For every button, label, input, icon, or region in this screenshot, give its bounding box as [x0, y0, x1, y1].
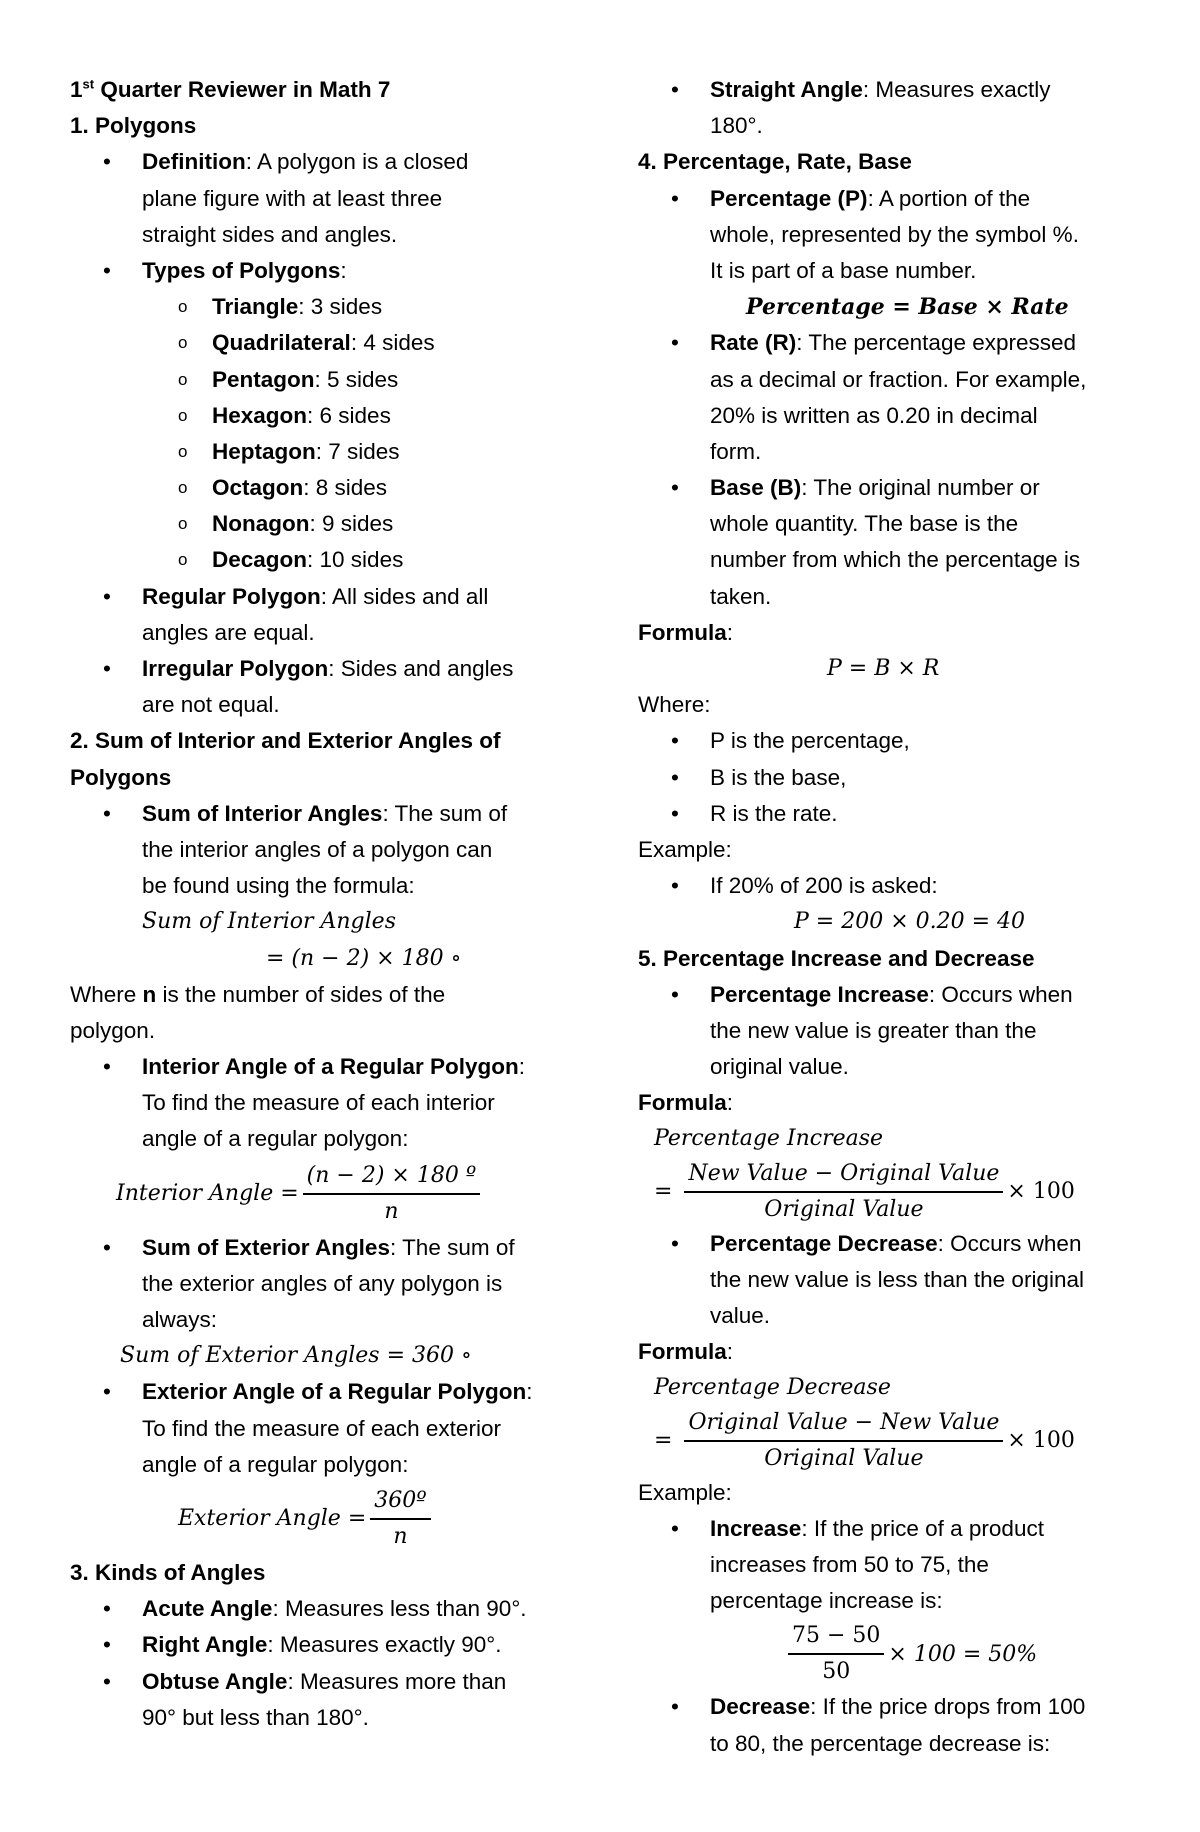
interior-angle-regular-text: To find the measure of each interior [142, 1090, 495, 1116]
base-item: • Base (B): The original number or [638, 470, 1143, 506]
base-text: taken. [710, 583, 772, 609]
example-item: • If 20% of 200 is asked: [638, 868, 1143, 904]
definition-item: • Definition: A polygon is a closed [70, 144, 575, 180]
right-angle-item: • Right Angle: Measures exactly 90°. [70, 1627, 575, 1663]
acute-angle-item: • Acute Angle: Measures less than 90°. [70, 1591, 575, 1627]
section-1-heading: 1. Polygons [70, 113, 197, 139]
percentage-formula: Percentage = Base × Rate [746, 294, 1069, 321]
percentage-text: whole, represented by the symbol %. [710, 221, 1079, 247]
formula-label: Formula: [638, 1090, 734, 1116]
document-title: 1st Quarter Reviewer in Math 7 [70, 76, 391, 102]
polygon-type-item: o Pentagon: 5 sides [70, 362, 575, 398]
percentage-decrease-text: the new value is less than the original [710, 1266, 1084, 1292]
base-text: number from which the percentage is [710, 547, 1081, 573]
rate-text: form. [710, 438, 762, 464]
section-2-heading: 2. Sum of Interior and Exterior Angles of [70, 728, 501, 754]
example-formula: P = 200 × 0.20 = 40 [794, 909, 1026, 935]
example-label: Example: [638, 836, 732, 862]
formula-label: Formula: [638, 619, 734, 645]
polygon-type-item: o Hexagon: 6 sides [70, 398, 575, 434]
sum-exterior-formula: Sum of Exterior Angles = 360 ∘ [120, 1343, 472, 1369]
percentage-increase-text: original value. [710, 1054, 849, 1080]
section-5-heading: 5. Percentage Increase and Decrease [638, 945, 1035, 971]
where-item: • R is the rate. [638, 796, 1143, 832]
right-column [638, 72, 1143, 1762]
section-3-heading: 3. Kinds of Angles [70, 1559, 266, 1585]
decrease-formula-fraction: = $\frac{\text{Original Value − New Value}}{\text{Original Value}}$ × 100 [638, 1407, 1143, 1475]
where-label: Where: [638, 692, 711, 718]
decrease-formula-line1: Percentage Decrease [654, 1375, 891, 1401]
where-item: • B is the base, [638, 760, 1143, 796]
types-of-polygons-item: • Types of Polygons: [70, 253, 575, 289]
sum-exterior-angles-item: • Sum of Exterior Angles: The sum of [70, 1230, 575, 1266]
interior-angle-regular-item: • Interior Angle of a Regular Polygon: [70, 1049, 575, 1085]
definition-text: plane figure with at least three [142, 185, 443, 211]
where-n-text: Where n is the number of sides of the [70, 981, 446, 1007]
percentage-text: It is part of a base number. [710, 257, 977, 283]
rate-text: as a decimal or fraction. For example, [710, 366, 1087, 392]
where-item: • P is the percentage, [638, 723, 1143, 759]
regular-polygon-text: angles are equal. [142, 619, 315, 645]
sum-exterior-angles-text: the exterior angles of any polygon is [142, 1270, 503, 1296]
polygon-type-item: o Decagon: 10 sides [70, 542, 575, 578]
section-2-heading-cont: Polygons [70, 764, 172, 790]
pbr-formula: P = B × R [827, 656, 940, 681]
exterior-angle-regular-item: • Exterior Angle of a Regular Polygon: [70, 1374, 575, 1410]
polygon-type-item: o Quadrilateral: 4 sides [70, 325, 575, 361]
definition-text: straight sides and angles. [142, 221, 398, 247]
example-decrease-text: to 80, the percentage decrease is: [710, 1730, 1051, 1756]
section-4-heading: 4. Percentage, Rate, Base [638, 149, 912, 175]
left-column [70, 72, 575, 1736]
irregular-polygon-item: • Irregular Polygon: Sides and angles [70, 651, 575, 687]
percentage-decrease-text: value. [710, 1303, 771, 1328]
percentage-decrease-item: • Percentage Decrease: Occurs when [638, 1226, 1143, 1262]
rate-item: • Rate (R): The percentage expressed [638, 325, 1143, 361]
obtuse-angle-item: • Obtuse Angle: Measures more than [70, 1664, 575, 1700]
rate-text: 20% is written as 0.20 in decimal [710, 402, 1038, 428]
interior-angle-regular-text: angle of a regular polygon: [142, 1126, 409, 1152]
example-increase-item: • Increase: If the price of a product [638, 1511, 1143, 1547]
regular-polygon-item: • Regular Polygon: All sides and all [70, 579, 575, 615]
percentage-increase-item: • Percentage Increase: Occurs when [638, 977, 1143, 1013]
base-text: whole quantity. The base is the [710, 511, 1019, 537]
polygon-type-item: o Heptagon: 7 sides [70, 434, 575, 470]
interior-angle-formula: Interior Angle = $\frac{\text{(n − 2) × 180 º}}{n}$ [70, 1158, 575, 1230]
sum-exterior-angles-text: always: [142, 1307, 218, 1332]
exterior-angle-regular-text: angle of a regular polygon: [142, 1451, 409, 1477]
sum-interior-angles-text: be found using the formula: [142, 873, 415, 899]
increase-formula-line1: Percentage Increase [654, 1126, 884, 1152]
straight-angle-item: • Straight Angle: Measures exactly [638, 72, 1143, 108]
percentage-increase-text: the new value is greater than the [710, 1017, 1037, 1043]
straight-angle-text: 180°. [710, 113, 763, 139]
irregular-polygon-text: are not equal. [142, 692, 280, 718]
polygon-type-item: o Triangle: 3 sides [70, 289, 575, 325]
exterior-angle-formula: Exterior Angle = $\frac{\text{360º}}{n}$ [70, 1483, 575, 1555]
sum-interior-formula-line2: = (n − 2) × 180 ∘ [266, 945, 462, 971]
example-decrease-item: • Decrease: If the price drops from 100 [638, 1689, 1143, 1725]
example-increase-text: percentage increase is: [710, 1588, 943, 1614]
sum-interior-angles-text: the interior angles of a polygon can [142, 836, 493, 862]
sum-interior-angles-item: • Sum of Interior Angles: The sum of [70, 796, 575, 832]
increase-formula-fraction: = $\frac{\text{New Value − Original Value}}{\text{Original Value}}$ × 100 [638, 1158, 1143, 1226]
where-n-text-cont: polygon. [70, 1017, 156, 1043]
percentage-item: • Percentage (P): A portion of the [638, 181, 1143, 217]
exterior-angle-regular-text: To find the measure of each exterior [142, 1415, 501, 1441]
example-increase-formula: $\frac{75 - 50}{50}$ × 100 = 50% [638, 1619, 1143, 1689]
obtuse-angle-text: 90° but less than 180°. [142, 1704, 369, 1730]
polygon-type-item: o Octagon: 8 sides [70, 470, 575, 506]
example-label: Example: [638, 1479, 732, 1505]
sum-interior-formula-line1: Sum of Interior Angles [142, 909, 396, 935]
example-increase-text: increases from 50 to 75, the [710, 1551, 989, 1577]
formula-label: Formula: [638, 1339, 734, 1365]
polygon-type-item: o Nonagon: 9 sides [70, 506, 575, 542]
